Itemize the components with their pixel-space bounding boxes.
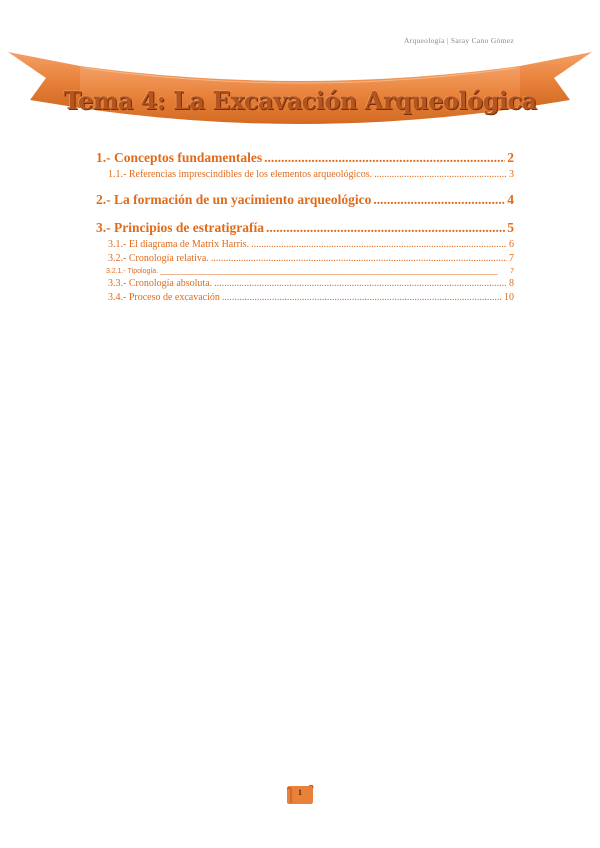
page-number-scroll bbox=[285, 782, 315, 806]
document-title: Tema 4: La Excavación Arqueológica bbox=[63, 86, 537, 115]
running-header: Arqueología | Saray Cano Gómez bbox=[403, 36, 514, 45]
toc-entry[interactable]: 1.1.- Referencias imprescindibles de los elementos arqueológicos. ..... 3 bbox=[96, 166, 514, 180]
toc-entry[interactable]: 3.1.- El diagrama de Matrix Harris. ..... 6 bbox=[96, 236, 514, 250]
toc-entry[interactable]: 2.- La formación de un yacimiento arqueológico ..... 4 bbox=[96, 188, 514, 208]
table-of-contents bbox=[96, 146, 514, 303]
toc-entry[interactable]: 3.2.- Cronología relativa. ..... 7 bbox=[96, 250, 514, 264]
toc-entry[interactable]: 3.4.- Proceso de excavación ..... 10 bbox=[96, 289, 514, 303]
page-number: 1 bbox=[298, 788, 302, 797]
toc-entry[interactable]: 1.- Conceptos fundamentales ..... 2 bbox=[96, 146, 514, 166]
toc-entry[interactable]: 3.2.1.- Tipología. _ _ _ 7 bbox=[96, 264, 514, 275]
toc-entry[interactable]: 3.3.- Cronología absoluta. ..... 8 bbox=[96, 275, 514, 289]
toc-entry[interactable]: 3.- Principios de estratigrafía ..... 5 bbox=[96, 216, 514, 236]
